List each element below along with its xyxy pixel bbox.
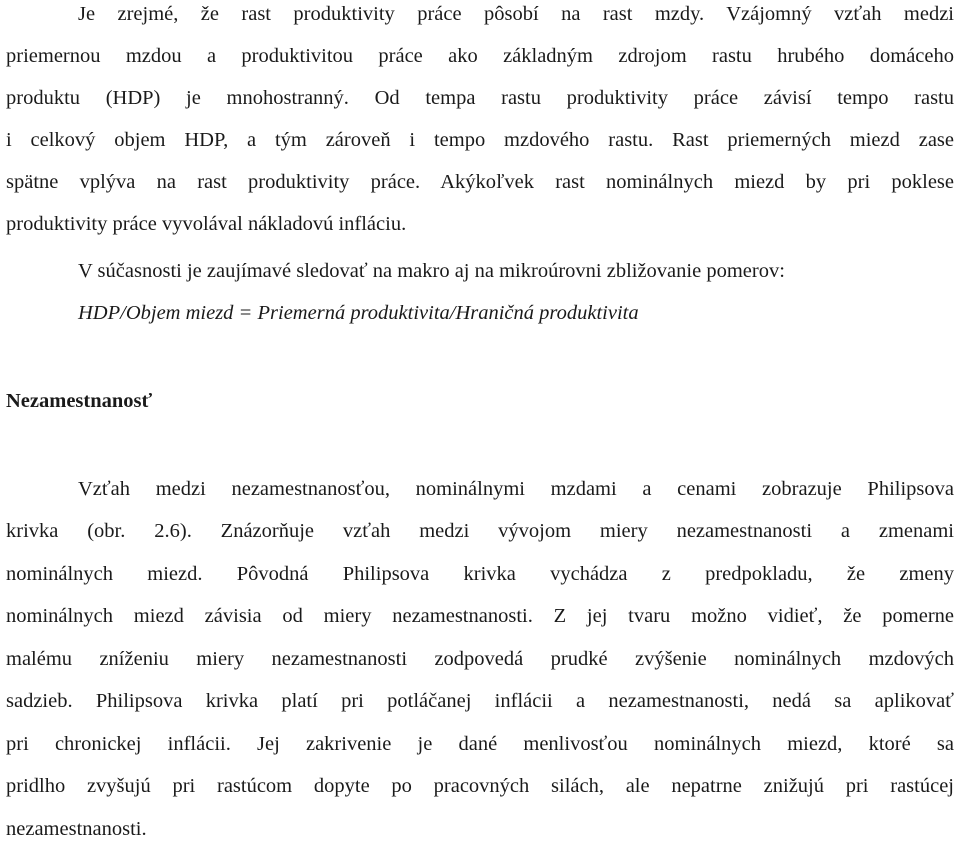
text-line: nominálnych miezd. Pôvodná Philipsova krivka vychádza z predpokladu, že zmeny (6, 563, 954, 585)
text-line: pri chronickej inflácii. Jej zakrivenie je dané menlivosťou nominálnych miezd, ktoré sa (6, 733, 954, 755)
paragraph-current-ratios: V súčasnosti je zaujímavé sledovať na makro aj na mikroúrovni zbližovanie pomerov: (78, 260, 785, 282)
text-line: spätne vplýva na rast produktivity práce. Akýkoľvek rast nominálnych miezd by pri poklese (6, 171, 954, 193)
text-line: krivka (obr. 2.6). Znázorňuje vzťah medzi vývojom miery nezamestnanosti a zmenami (6, 520, 954, 542)
text-line: produktu (HDP) je mnohostranný. Od tempa rastu produktivity práce závisí tempo rastu (6, 87, 954, 109)
text-line: nezamestnanosti. (6, 818, 147, 840)
section-heading: Nezamestnanosť (6, 390, 153, 412)
formula-line: HDP/Objem miezd = Priemerná produktivita/Hraničná produktivita (78, 302, 639, 324)
text-line: pridlho zvyšujú pri rastúcom dopyte po pracovných silách, ale nepatrne znižujú pri rastúcej (6, 775, 954, 797)
text-line: nominálnych miezd závisia od miery nezamestnanosti. Z jej tvaru možno vidieť, že pomerne (6, 605, 954, 627)
text-line: sadzieb. Philipsova krivka platí pri potláčanej inflácii a nezamestnanosti, nedá sa aplikovať (6, 690, 954, 712)
text-line: produktivity práce vyvolával nákladovú infláciu. (6, 213, 407, 235)
text-line: priemernou mzdou a produktivitou práce ako základným zdrojom rastu hrubého domáceho (6, 45, 954, 67)
text-line: Je zrejmé, že rast produktivity práce pôsobí na rast mzdy. Vzájomný vzťah medzi (78, 3, 954, 25)
text-line: Vzťah medzi nezamestnanosťou, nominálnymi mzdami a cenami zobrazuje Philipsova (78, 478, 954, 500)
text-line: i celkový objem HDP, a tým zároveň i tempo mzdového rastu. Rast priemerných miezd zase (6, 129, 954, 151)
text-line: malému zníženiu miery nezamestnanosti zodpovedá prudké zvýšenie nominálnych mzdových (6, 648, 954, 670)
